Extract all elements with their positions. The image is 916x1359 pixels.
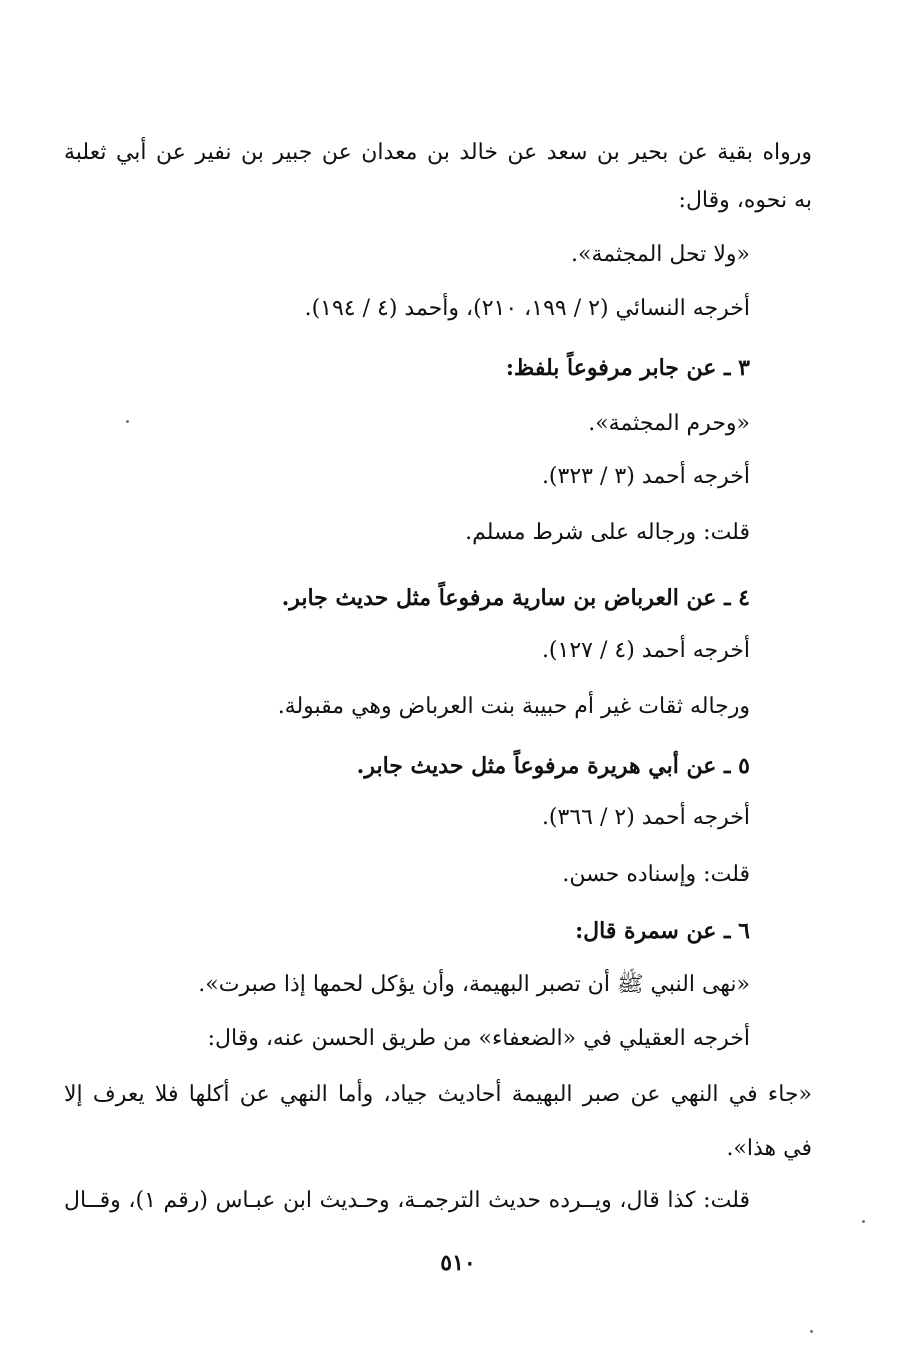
comment-line-14: قلت: وإسناده حسن. <box>562 862 750 887</box>
comment-line-8: قلت: ورجاله على شرط مسلم. <box>465 520 750 545</box>
scan-speck <box>862 1220 865 1223</box>
section-heading-5: ٥ ـ عن أبي هريرة مرفوعاً مثل حديث جابر. <box>356 753 750 779</box>
comment-line-20: قلت: كذا قال، ويــرده حديث الترجمـة، وحـديث ابن عبـاس (رقم ١)، وقــال <box>64 1188 750 1213</box>
section-heading-3: ٣ ـ عن جابر مرفوعاً بلفظ: <box>505 355 750 381</box>
section-heading-6: ٦ ـ عن سمرة قال: <box>575 918 750 944</box>
text-line-1: ورواه بقية عن بحير بن سعد عن خالد بن معدان عن جبير بن نفير عن أبي ثعلبة <box>64 140 812 165</box>
citation-line-17: أخرجه العقيلي في «الضعفاء» من طريق الحسن عنه، وقال: <box>207 1026 750 1051</box>
section-heading-4: ٤ ـ عن العرباض بن سارية مرفوعاً مثل حديث جابر. <box>281 585 750 611</box>
citation-line-10: أخرجه أحمد (٤ / ١٢٧). <box>541 638 750 663</box>
page-number: ٥١٠ <box>440 1250 476 1276</box>
scan-speck <box>126 420 129 423</box>
citation-line-4: أخرجه النسائي (٢ / ١٩٩، ٢١٠)، وأحمد (٤ / ١٩٤). <box>304 296 750 321</box>
scan-speck <box>810 1330 813 1333</box>
citation-line-7: أخرجه أحمد (٣ / ٣٢٣). <box>541 464 750 489</box>
quote-line-19: في هذا». <box>726 1136 812 1161</box>
quote-line-16: «نهى النبي ﷺ أن تصبر البهيمة، وأن يؤكل لحمها إذا صبرت». <box>198 972 750 997</box>
citation-line-13: أخرجه أحمد (٢ / ٣٦٦). <box>541 805 750 830</box>
quote-line-3: «ولا تحل المجثمة». <box>571 242 750 267</box>
quote-line-6: «وحرم المجثمة». <box>588 411 750 436</box>
text-line-2: به نحوه، وقال: <box>678 188 812 213</box>
comment-line-11: ورجاله ثقات غير أم حبيبة بنت العرباض وهي مقبولة. <box>277 694 750 719</box>
quote-line-18: «جاء في النهي عن صبر البهيمة أحاديث جياد، وأما النهي عن أكلها فلا يعرف إلا <box>64 1082 812 1107</box>
